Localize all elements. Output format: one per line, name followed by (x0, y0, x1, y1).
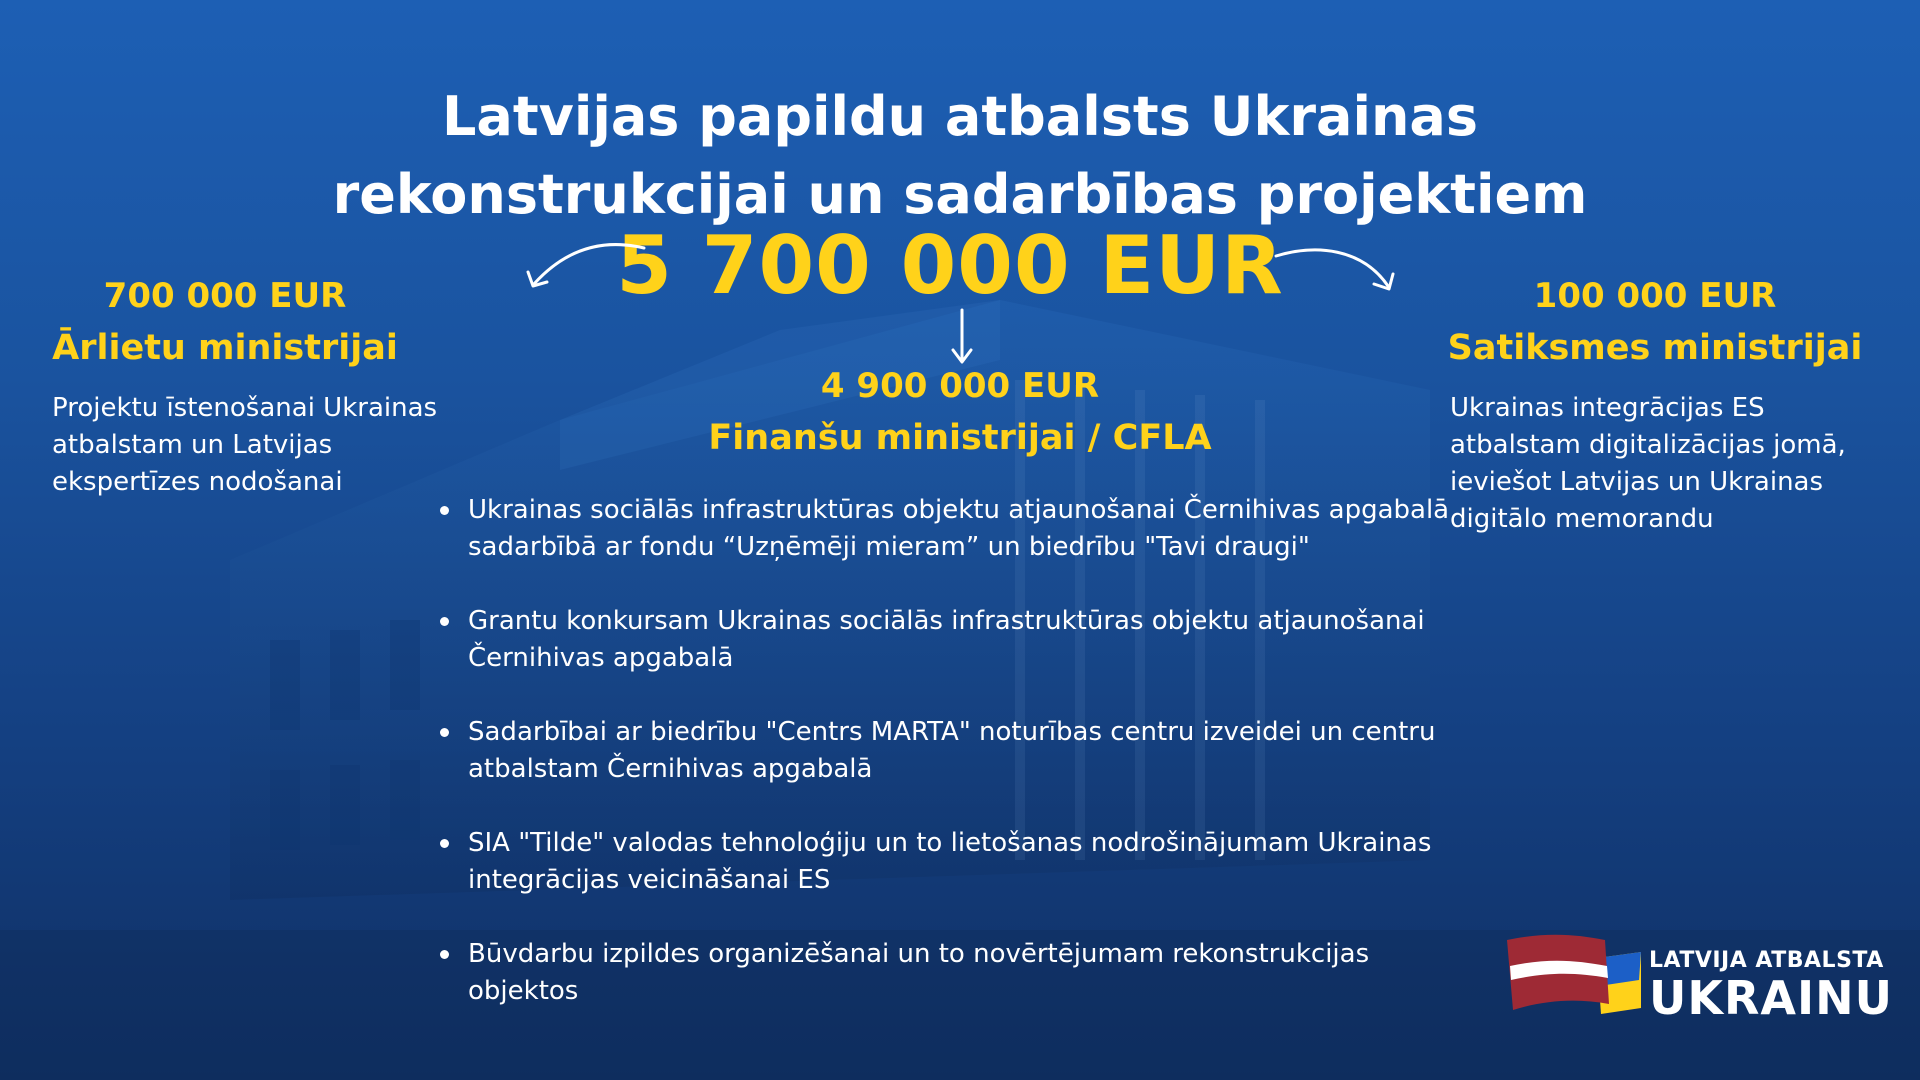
transport-ministry-name: Satiksmes ministrijai (1447, 328, 1863, 368)
page-title (160, 78, 1760, 234)
finance-ministry-heading (640, 360, 1280, 464)
total-amount: 5 700 000 EUR (616, 219, 1284, 312)
list-item-text: Sadarbībai ar biedrību "Centrs MARTA" noturības centru izveidei un centru atbalstam Černihivas apgabalā (468, 717, 1436, 784)
bullet-dot-icon (440, 506, 449, 515)
logo-line-2: UKRAINU (1649, 971, 1893, 1025)
bullet-dot-icon (440, 617, 449, 626)
transport-ministry-amount: 100 000 EUR (1533, 276, 1777, 316)
list-item (440, 936, 1460, 1010)
list-item-text: Būvdarbu izpildes organizēšanai un to novērtējumam rekonstrukcijas objektos (468, 939, 1370, 1006)
transport-ministry-section (1430, 270, 1900, 538)
title-line-1: Latvijas papildu atbalsts Ukrainas (441, 85, 1479, 148)
finance-ministry-amount: 4 900 000 EUR (820, 366, 1100, 406)
list-item-text: Ukrainas sociālās infrastruktūras objektu atjaunošanai Černihivas apgabalā sadarbībā ar fondu “Uzņēmēji mieram” un biedrību "Tavi draugi" (468, 495, 1450, 562)
list-item (440, 825, 1460, 899)
foreign-ministry-section (30, 270, 450, 501)
list-item (440, 603, 1460, 677)
curved-arrow-left-icon (520, 238, 650, 298)
bullet-dot-icon (440, 950, 449, 959)
title-line-2: rekonstrukcijai un sadarbības projektiem (332, 163, 1588, 226)
list-item (440, 492, 1460, 566)
curved-arrow-right-icon (1272, 240, 1402, 300)
bullet-dot-icon (440, 839, 449, 848)
transport-ministry-description: Ukrainas integrācijas ES atbalstam digitalizācijas jomā, ieviešot Latvijas un Ukrainas digitālo memorandu (1450, 393, 1846, 534)
list-item-text: Grantu konkursam Ukrainas sociālās infrastruktūras objektu atjaunošanai Černihivas apgabalā (468, 606, 1425, 673)
arrow-down-icon (948, 308, 976, 366)
foreign-ministry-heading (30, 270, 420, 374)
foreign-ministry-name: Ārlietu ministrijai (52, 328, 398, 368)
latvija-atbalsta-ukrainu-logo (1505, 930, 1893, 1040)
list-item (440, 714, 1460, 788)
list-item-text: SIA "Tilde" valodas tehnoloģiju un to lietošanas nodrošinājumam Ukrainas integrācijas veicināšanai ES (468, 828, 1432, 895)
finance-ministry-bullet-list (440, 492, 1460, 1047)
latvia-flag-icon (1505, 930, 1645, 1040)
logo-line-1: LATVIJA ATBALSTA (1649, 948, 1884, 973)
foreign-ministry-description: Projektu īstenošanai Ukrainas atbalstam un Latvijas ekspertīzes nodošanai (52, 393, 438, 497)
bullet-dot-icon (440, 728, 449, 737)
transport-ministry-heading (1430, 270, 1880, 374)
finance-ministry-name: Finanšu ministrijai / CFLA (708, 418, 1212, 458)
foreign-ministry-amount: 700 000 EUR (103, 276, 347, 316)
logo-text (1649, 948, 1893, 1023)
